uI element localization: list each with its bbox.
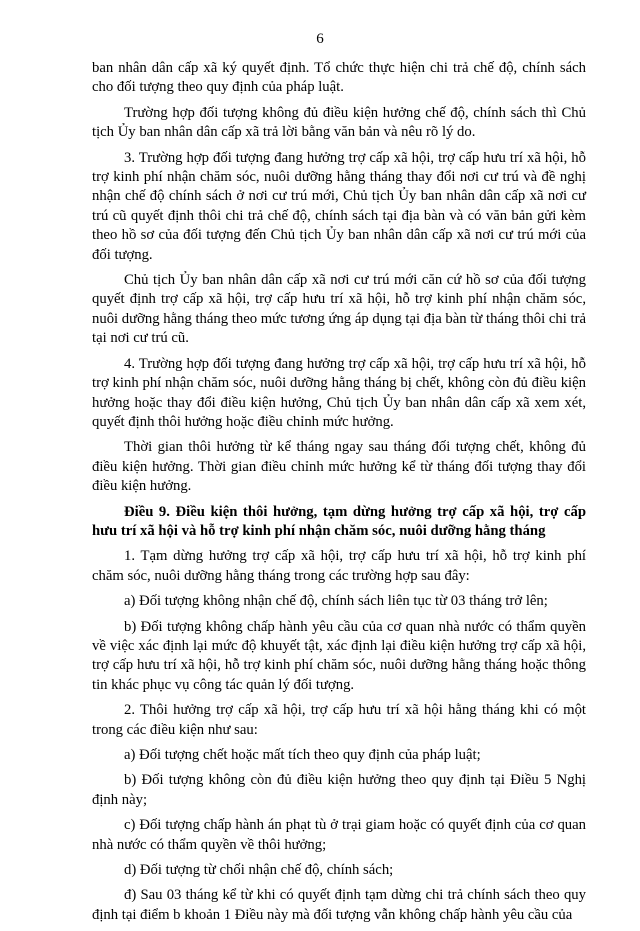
paragraph: 4. Trường hợp đối tượng đang hưởng trợ cấp xã hội, trợ cấp hưu trí xã hội, hỗ trợ kinh phí nhận chăm sóc, nuôi dưỡng hằng tháng bị chết, không còn đủ điều kiện hưởng hoặc thay đổi điều kiện hưởng, Chủ tịch Ủy ban nhân dân cấp xã xem xét, quyết định thôi hưởng hoặc điều chỉnh mức hưởng. <box>92 355 586 430</box>
paragraph: Thời gian thôi hưởng từ kể tháng ngay sau tháng đối tượng chết, không đủ điều kiện hưởng. Thời gian điều chỉnh mức hưởng kể từ tháng đối tượng thay đổi điều kiện hưởng. <box>92 439 586 495</box>
document-body <box>92 59 586 931</box>
paragraph: c) Đối tượng chấp hành án phạt tù ở trại giam hoặc có quyết định của cơ quan nhà nước có thẩm quyền về thôi hưởng; <box>92 817 586 853</box>
paragraph: d) Đối tượng từ chối nhận chế độ, chính sách; <box>124 862 394 879</box>
paragraph: a) Đối tượng chết hoặc mất tích theo quy định của pháp luật; <box>124 747 481 763</box>
paragraph: Chủ tịch Ủy ban nhân dân cấp xã nơi cư trú mới căn cứ hồ sơ của đối tượng quyết định trợ cấp xã hội, trợ cấp hưu trí xã hội, hỗ trợ kinh phí nhận chăm sóc, nuôi dưỡng hằng tháng theo mức tương ứng áp dụng tại địa bàn từ tháng thôi chi trả tại nơi cư trú cũ. <box>92 272 586 347</box>
article-heading: Điều 9. Điều kiện thôi hưởng, tạm dừng hưởng trợ cấp xã hội, trợ cấp hưu trí xã hội và hỗ trợ kinh phí nhận chăm sóc, nuôi dưỡng hằng tháng <box>92 503 586 539</box>
paragraph: 1. Tạm dừng hưởng trợ cấp xã hội, trợ cấp hưu trí xã hội, hỗ trợ kinh phí chăm sóc, nuôi dưỡng hằng tháng trong các trường hợp sau đây: <box>92 548 586 584</box>
page-number: 6 <box>316 31 324 47</box>
paragraph: a) Đối tượng không nhận chế độ, chính sách liên tục từ 03 tháng trở lên; <box>124 593 548 610</box>
paragraph: 2. Thôi hưởng trợ cấp xã hội, trợ cấp hưu trí xã hội hằng tháng khi có một trong các điều kiện như sau: <box>92 702 586 738</box>
paragraph: 3. Trường hợp đối tượng đang hưởng trợ cấp xã hội, trợ cấp hưu trí xã hội, hỗ trợ kinh phí nhận chăm sóc, nuôi dưỡng hằng tháng thay đổi nơi cư trú và đề nghị nhận chế độ chính sách ở nơi cư trú mới, Chủ tịch Ủy ban nhân dân cấp xã nơi cư trú cũ quyết định thôi chi trả chế độ, chính sách tại địa bàn và có văn bản gửi kèm theo hồ sơ của đối tượng đến Chủ tịch Ủy ban nhân dân cấp xã nơi cư trú mới của đối tượng. <box>92 149 586 263</box>
paragraph: đ) Sau 03 tháng kể từ khi có quyết định tạm dừng chi trả chính sách theo quy định tại điểm b khoản 1 Điều này mà đối tượng vẫn không chấp hành yêu cầu của <box>92 887 586 923</box>
paragraph: Trường hợp đối tượng không đủ điều kiện hưởng chế độ, chính sách thì Chủ tịch Ủy ban nhân dân cấp xã trả lời bằng văn bản và nêu rõ lý do. <box>92 104 586 141</box>
paragraph: b) Đối tượng không còn đủ điều kiện hưởng theo quy định tại Điều 5 Nghị định này; <box>92 772 586 808</box>
paragraph: b) Đối tượng không chấp hành yêu cầu của cơ quan nhà nước có thẩm quyền về việc xác định lại mức độ khuyết tật, xác định lại điều kiện hưởng trợ cấp xã hội, trợ cấp hưu trí xã hội, hỗ trợ kinh phí chăm sóc, nuôi dưỡng hằng tháng hoặc thông tin khác phục vụ công tác quản lý đối tượng. <box>92 618 586 693</box>
paragraph: ban nhân dân cấp xã ký quyết định. Tổ chức thực hiện chi trả chế độ, chính sách cho đối tượng theo quy định của pháp luật. <box>92 60 586 96</box>
